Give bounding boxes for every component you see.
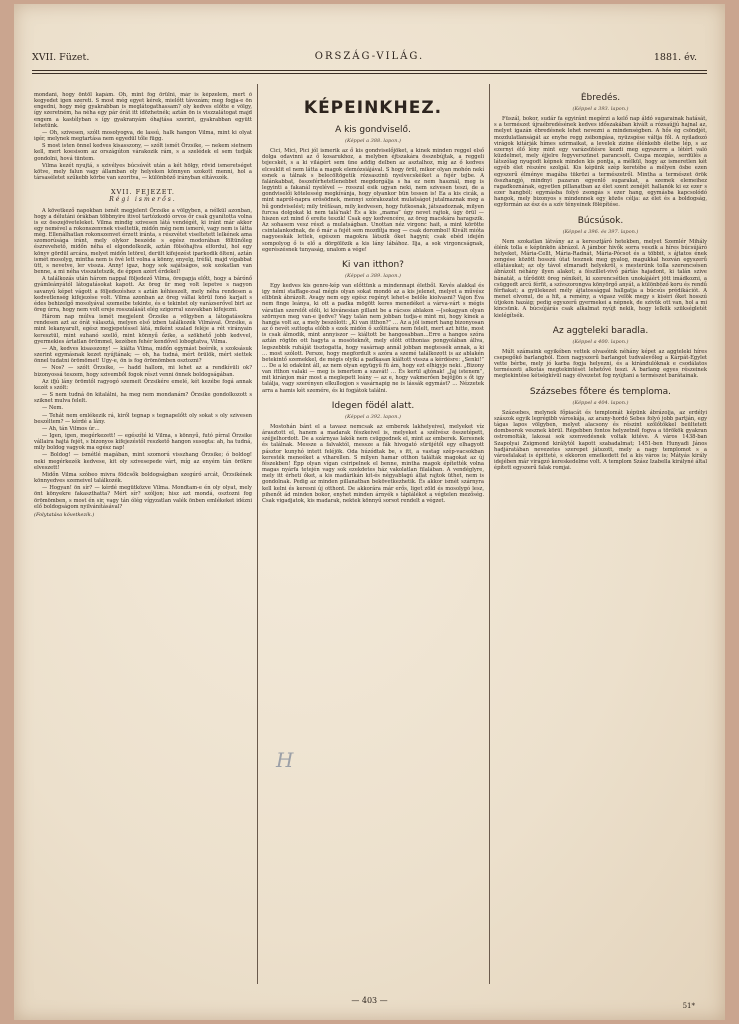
pencil-annotation: H <box>276 748 294 772</box>
page-number: — 403 — <box>351 996 388 1005</box>
paragraph: A találkozás után három nappal följedező Vilma, öregapja előtt, hogy a bárónő gyámleányától látogatásokat kapott. Az öreg ür meg volt lepetve s nagyon savanyú képet vágott a följedezéshez s aztán kéhieszelt, mely néha rendesen a kedvetlenség kifejezése volt. Vilma azonban az öreg vállai körül fonó karjait s édes behizelgő mosolyával szemeibe tekinte, és e tekintet oly varázserővel birt az öreg úrra, hogy nem volt ereje rosszalását elég szigorral szavakban kifejezni. <box>34 276 252 313</box>
issue-number: XVII. Füzet. <box>32 52 90 63</box>
article-heading: Ki van itthon? <box>342 259 404 270</box>
article-heading: A kis gondviselő. <box>335 125 411 135</box>
picture-reference: (Képpel a 389. lapon.) <box>345 272 401 279</box>
article-heading: Idegen födél alatt. <box>331 400 415 411</box>
chapter-subtitle: Régi ismerős. <box>109 196 177 204</box>
article-text: Mostohán bánt el a tavasz nemcsak az emberek lakhelyeivel, melyeket víz árasztott el, hanem a madarak fészkeivel is, melyeket a szélvész összetépett, széjjelhordott. De a szárnyas lakók nem csüggednek el, mint az emberek. Keresnek és találnak. Messze a falvaktól, messze a fák hivogató sürüjétől egy elhagyott pásztor kunyhó intett feléjök. Oda húzódtak be, s itt, a vastag szép-vacsokban keresték meneéket a viharellen. S milyen hamar otthon találták magokat az új fészekben! Épp olyan vígan csiripelnek el benne, mintha magok építették volna magas nyárfa tetején vagy sok ezekdetes ház vakolatlan filalában. A vendéglyre, mely itt érheti őket, a kis madárikán kit-és négyablagú állat rajtok üthet, nem is gondolnak. Pedig az minden pillanatban bekövetkezhetik. És akkor ismét szárnyra kell kelni és keresni új otthont. De akkorára már erős, liget zöld és mosolygó lesz, pihenőt ád minden bokor, enyhet minden árnyék s táplálékot a végtelen mezőség. Csak vigadjatok, kis madarak, nektek könnyű sorsot rendelt a végzet. <box>262 423 484 504</box>
picture-reference: (Képpel a 400. lapon.) <box>572 338 629 345</box>
paragraph: — Igen, igen, megérkezett! — egészíté ki Vilma, s könnyű, futó pírral Örzsike vállaira hajtá fejét, s bizonyos kifejezéstől reszkető hangon susogta: ah, ha tudná, mily boldog vagyok ma egész nap! <box>34 432 252 452</box>
paragraph: — Nem. <box>42 405 64 412</box>
continued-note: (Folytatása következik.) <box>34 511 95 518</box>
paragraph: — Hogyan! ön sír? — kérdé megütközve Vilma. Mondtam-e én oly olyat, mely önt könyekre fakaszthatta? Mért sír? szóljon; hisz azt mondá, osztozni fog örömömben, s most én sir, vagy tán ólég vígyzatlan valék önben emlékeket idézni elő boldogságom nyilvánításával? <box>34 485 252 510</box>
picture-reference: (Képpel a 404. lapon.) <box>572 399 629 406</box>
column-divider <box>257 84 258 984</box>
article-text: Nem szokatlan látvány az a keresztjáró hetekben, melyet Szemlér Mihály élénk tolla e képünkön ábrázol. A jámbor hivők sorra veszik a híres búcsújáró helyeket, Mária-Cellt, Mária-Radnát, Mária-Pócsot és a többit, s ájtatos ének zengése között hosszú útat tesznek meg gyalog, magukkal hozván egyszerű ellátásukat; az oly távol elmaradt helyekről, s mesterünk tolla szerencsésen ábrázolt néhány ilyen alakot; a fészillet-vivő pártás hajadont, ki talán szive bánatát, a tűrődött öreg nénikét, ki szerencsétlen unokájáért jött imádkozni, a csüggedt arcú férfit, a szívszorongva könyörgő anyát, a különböző koru és rendű férfiakat; a gyülekezet mély ájtatossággal hallgatja a búcsús prédikációt. A menet elvonul, de a hit, a remény, a vigasz velök megy s kiséri őket hosszú útjokon hazáig; pedig egyszerű gyermekei a népnek, de szivük ott van, hol a mi kincsünk. A búcsújárás csak alkalmat nyújt nekik, hogy lelkük szükségletét kielégítsék. <box>494 238 707 319</box>
year: 1881. év. <box>653 52 697 63</box>
paragraph: — S nem tudná ön kitalálni, ha meg nem mondanám? Örzsike gondolkozott s sziknet mulva felelt. <box>34 392 252 405</box>
captions-column <box>262 92 484 982</box>
article-heading: Százsebes főtere és temploma. <box>529 386 672 397</box>
article-text: Füszál, bokor, sudár fa egyiránt megérzi a kelő nap áldó sugarainak hatását, s a természet újraébredésének kedves időszakában kivált a rózsaújjú hajnal az, melyet igazán ébredésnek lehet nevezni a mindenségben. A hős ég csöndjét, mozdulatlanságát az enyhe regg zsibongása, nyüzsgése váltja fől. A nyiladozó virágok kitárják hímes szirmaikat, a levelek zizine élénkebb életbe lép, s az ezernyi élő lény mint egy varázsütésre kezdi meg egyszerre a létért való küzdelmet, mely éjjelre fegyverszünet parancsolt. Csupa mozgás, serdülés a látszólag nyugodt képnek minden kis pontja, a mélkül, hogy az ismeretlen két egyéb élet részére szolgál. Kis képünk szép keretébe a mélyen ösbe ezen egyszerű élménye magába tükrözi a természetről. Mintha a természet örök összhangjó, mindnyi pazaran egyenlő sugarakat, a szemek elemeihez ragadkoznának, egyetlen pillanatban az élet szent zenéjét hallanók ki ez ezer s ezer hangból; egymásba folyó zsongás s ezer hang, egymásba kapcsolódó hangok, mely bizonyos s mindennek egy közös célja: az élet és a boldogság, egyformán az ész és a szív tényeinek fölépítése. <box>494 116 707 209</box>
chapter-heading: XVII. FEJEZET. <box>111 188 175 197</box>
paragraph: S most isten önnel kedves kisasszony, — szólt ismét Örzsike, — nekem sietnem kell, mert koesisom az országúton várakozik rám, s a szelédek el sem tudják gondolni, hová tüntem. <box>34 143 252 162</box>
article-text: Egy kedves kis genre-kép van előttünk a mindennapi életből. Kevés alakkal és igy némi staffage-zsal mégis olyan sokat mondó az a kis jelenet, melyet a művész elibünk ábrázolt. Avagy nem egy egész regényt lehet-e belőle kiolvasni? Vajon Éva nem finge leánya, ki ott a padka mögött keres menedéket a várva-várt s mégis váratlan szerelőt előli, ki kivánesian pillant be a rácsos ablakon —[sokagyan olyan szörnyen meg van-e ijedve? Vagy talán nem jobban tudja-e mint mi, hogy kinek a hangja volt az, a mely beszólott: „Ki van itthon?” … Az a jól ismert hang bizonyosan az ő nevét suttogta előbb s ezek midón ő szőlitásra nem felelt, mert azt hitte, most is csak álmodik, mint annyiszor — kiáltott be hangosabban…Erre a hangos szóra aztán rögtön ott hagyta a mosóteknőt, mely előtt otthonias pongyolában állva, legszebbik ruháját tisztogatta, hogy vasárnap annál jobban megtessék annak, a ki … most szólott. Persze, hogy megfordult s azóra a szemé találkozott is az ablakén betekintő szemekkel, de mégis olyiki a padkasan kiáltott vissza a kérdésre: „Senki!” … De a ki odakünt áll, az nem olyan együgyű fü ám, hogy ezt elhigyje neki. „Bizony van itthon valaki — meg is ismertem a szavát! … És kerül ajtónak! „Jaj istenem”, mit kiránjon már most a meglepett leány — az e, hogy vakmerően bejőjjön s őt igy találja, vagy szerényen elkullogjon s vasárnapig ne is lássák egymást? … Nézzetek arra a hamis két szemére, és ki fogjátok találni. <box>262 282 484 394</box>
signature-mark: 51* <box>682 1002 695 1010</box>
article-heading: Az aggteleki baradla. <box>552 325 649 336</box>
article-text: Százsebes, melynek főpiacát és templomát képünk ábrázolja, az erdélyi szászok egyik legrégibb városkája, az arany-hordó Sebes folyó jobb partján, egy tágas lapos völgyben, melyet alacsony és részint szőlőtőkkel beültetett dombsorok vesznek körül. Régebben fontos helyzetnél fogva a törökök gyakran ostromolták, lakosai sok szenvedésnek voltak kitéve. A város 1438-ban Szapolyai Zsigmond királytól kapott szabadalmat; 1451-ben Hunyadi János hadjáratában nevezetes szerepet játszott, mely a nagy templomot s a városfalakat is épitteté, s ekkoron emelkedett fel a kis város is; Mátyás király idejében már virágzó kereskedelme volt. A templom Szász Izabella királyné által épített egyszerű falak romjai. <box>494 409 707 472</box>
paragraph: Három nap múlva ismét megjelent Örzsike a völgyben a látogatásokra rendesen azt az órát választá, melyen első izben találkozék Vilmával. Örzsike, a mint lekanyarult, egész megjepetéssel látá, miként szalad feléje a rét virányain keresztül, mint suhanó szellő, mint könnyű őzike, a szökhető jobb kedvvel, gyermekies ártatlan örömmel, kezében fehér kendővel lobogtatva, Vilma. <box>34 314 252 345</box>
page-header <box>32 52 707 68</box>
section-title: KÉPEINKHEZ. <box>303 98 443 118</box>
header-rule-top <box>32 70 707 71</box>
header-rule-bottom <box>32 73 707 74</box>
paragraph: — Tehát nem emlékezik rá, kiről tegnap s tegnapelőtt oly sokat s oly szivesen beszéltem? — kérdé a lány. <box>34 412 252 425</box>
story-column <box>34 92 252 982</box>
picture-reference: (Képpel a 396. és 397. lapon.) <box>562 228 639 235</box>
article-heading: Búcsúsok. <box>577 215 624 226</box>
paragraph: — Ah, tán Vilmos úr… <box>42 425 100 432</box>
paragraph: A következő napokban ismét megjelent Örzsike a völgyben, a nélkül azonban, hogy a délutáni órákban többnyire itivol tartózkodó orvos őr csak gyanította volna is ez összejöveteleket. Vilma mindig szivesen látá vendégét, ki iránt már akkor egy nemével a rokonszenvnek viseltetik, midőn még nem ismeré, vagy nem is látta még. Ellenálhatlan rokonszenvet érzett iránta, s részvétet viseltetett lelkének ama szomorúsága iránt, mely olykor beszéde s egész modorában föltünőleg észrevehető, midőn néha el elgondolkozik, aztán fölsóhajtva elfordul, hol egy könyv gördül arcára, melyet midőn letörel, derült kifejezést iparkodik ölteni, aztán ismét mosolyg, mintha nem is övé lett volna a könny, enyelg, tréfál, majd vígabbat ütt, s nevetve, ler vissza. Anny! igaz, hogy sok sajátságos, sok szokatlan van benne, a mi néha visszatetszik, de éppen azért érdekel! <box>34 207 252 276</box>
article-text: Cici, Mici, Pici jól ismerik az ő kis gondviselőjöket, a kinek minden reggel első dolga odavinni az ő kosarukhoz, a melyben éjtszakára összebújtak, a reggeli tejecskét, s a ki világért sem üne addig delben az asztalhoz, míg az ő kedves elcsuklit el nem látta a magok elemózsiájával. S hogy örül, mikor olyan mohón nekí esnek a tálnak s belecöltögetik rózsaszinü nyelvecskéiket a fejér tejbe. A falánkabbat, összeférhetetlenebbet megdorgálja s ha ez nem használ, meg is legyinti a fakanál nyelével — rosszul esik ugyan neki, nem szivesen teszi, de a gondviselői kötelesség megkívánja, hogy olyankor bün tessen is! Ea a kis cicák, a mint napról-napra erősödnek, mennyi szórakozatot mulatságot jutalmaznak meg a hű gondviselést; mily tréfásan, mily kedvesen, hogy futkosnak, játszadoznak, milyen furcsa dolgokat ki nem talá'nak! És a kis „mama” úgy nevet rajtok, úgy örül — hiszen ezt mind ő ereite teszik! Csak egy kedvencére, az öreg macskára haragszik. Az sohasem vesz részt a mulatságban. Unottan néz virgonc hait, a mint körötte csintalankodnak, de ő már a fejét sem mozdítja meg — csak dorombol! Kivált mióta nagyoeskák lettek, egészen magokra látszik őket hagyni; csak ebéd idején sompolyog ő is elő a dörgölözik a kis lány lábához. Ilja, a sok virgoncságnak, egerészésnek tunyaság, unalom a vége! <box>262 148 484 253</box>
captions-column-right <box>494 92 707 982</box>
paragraph: Midőn Vilma szóbeo mivra födcsők boldogságban szegúró arcát, Örzsikének könnyedves szemeivel találkozék. <box>34 471 252 485</box>
paragraph: — Nos? — szólt Örzsike, — hadd hallom, mi lehet az a rendkívüli ok? bizonyossá teszem, hogy szivemből fogok részt venni önnek boldogságában. <box>34 365 252 378</box>
publication-title: ORSZÁG-VILÁG. <box>314 51 425 62</box>
article-text: Múlt számaink egyikében vettek olvasóink néhány képet az aggteleki híres csepegőkő barlangból. Ezen nagyszerű barlangot tudvalevőleg a Kárpát-Egylet vette bérbe, mely jó karba fogja helyezni, és a kirándulóknak e csodálatos természeti alkotás megtekintését lehetővé teszi. A barlang egyes részeinek megtekintése kétségkívül nagy élvezetet fog nyújtani a természet barátainak. <box>494 348 707 380</box>
paragraph: — Boldog! — ismétlé magában, mint szomorú visszhang Örzsike; ó boldog! neki megérkezék kedvese, kit oly szivesepede várt, míg az enyém tán örökre elveszett! <box>34 452 252 471</box>
picture-reference: (Képpel a 393. lapon.) <box>572 106 629 112</box>
paragraph: mondani, hogy öntöl kapám. Oh, mint fog örülni, már is képzelem, mert ő kegyedet igen szereti. S most még egyet kérek, mielőtt távozám; meg fogja-e ön engedni, hogy még gyakrabban is meglátogathassam? oly kedves előtte e völgy, így szeretném, ha néha egy pár órát itt idözhetnék; aztán ön is viszzalátogat majd engem a kastélyban s így gyakranyám óhajtása szerint, gyakrabban együtt lehetünk. <box>34 92 252 129</box>
paragraph: Vilma kezét nyujtá, s szivélyes búcsúvét után a két hölgy, rövid ismeretséget kötve, mely falun vagy államban oly helyeken könnyen szokott menni, hol a társaséletet szűkebb körbe van szoritva, — különböző irányban eltávozék. <box>34 162 252 182</box>
paragraph: — Oh, szivesen, szólt mosolyogva, de lassú, halk hangon Vilma, mint ki olyat igér, melynek megtartása nem egyedül tőle függ. <box>34 129 252 143</box>
paragraph: — Ah, kedves kisasszony! — kiálta Vilma, midőn egymást beérék, s szoksásuk szerint egymásnak kezet nyújtának; — oh, ha tudná, mért örülök, mért siettek önnel tudatni örömömet! Ugy-e, ön is fog örömömben osztozni? <box>34 345 252 365</box>
picture-reference: (Képpel a 388. lapon.) <box>345 138 401 144</box>
article-heading: Ébredés. <box>580 93 621 103</box>
paragraph: Az ifjú lány örömtől ragyogó szemeit Örzsikére emelé, két kezébe fogá annak kezét s szólt: <box>34 378 252 391</box>
newspaper-page <box>14 4 725 1020</box>
picture-reference: (Képpel a 392. lapon.) <box>345 413 401 420</box>
column-divider <box>489 84 490 984</box>
